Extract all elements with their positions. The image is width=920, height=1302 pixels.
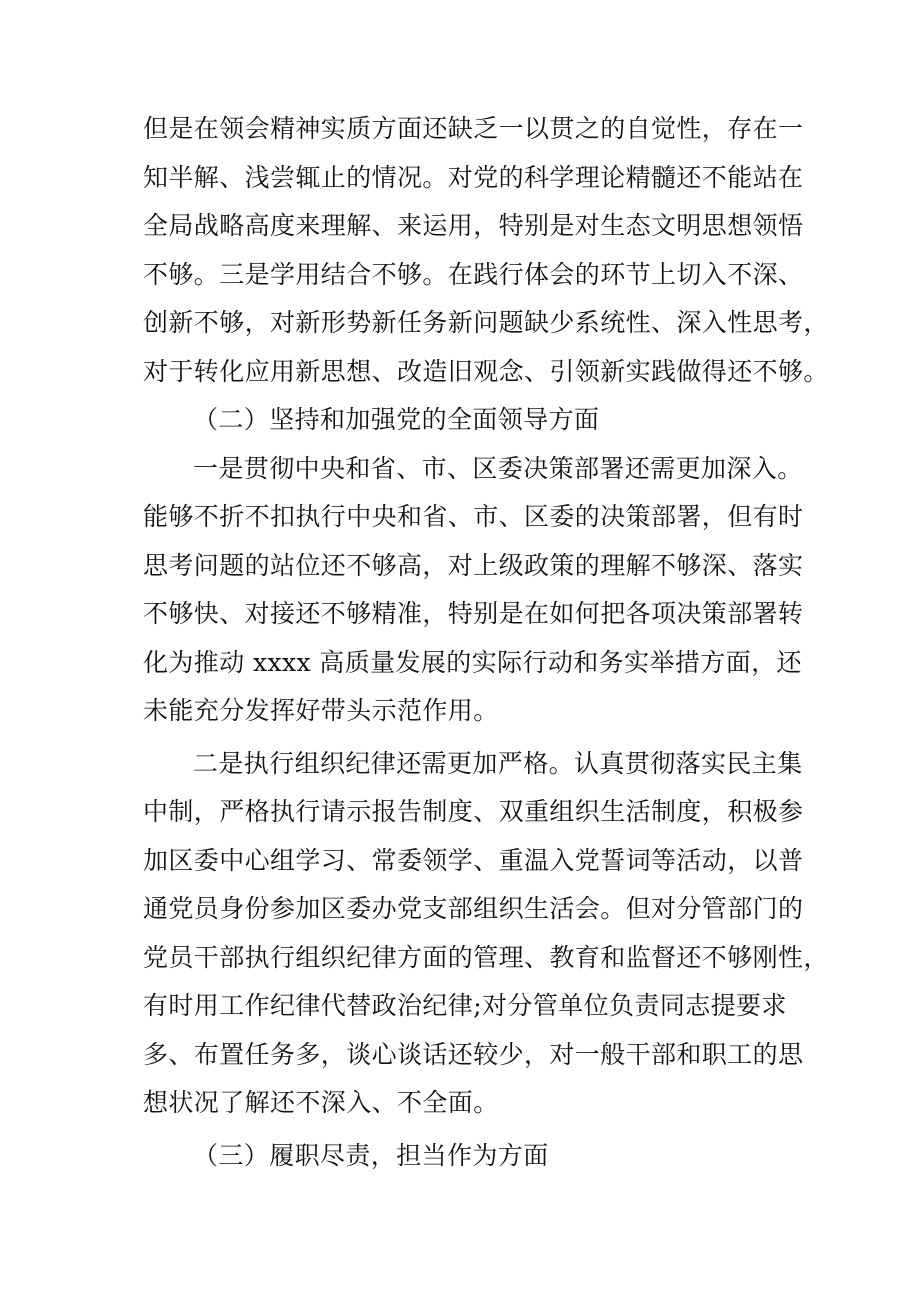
paragraph-line: 对于转化应用新思想、改造旧观念、引领新实践做得还不够。 <box>143 356 829 386</box>
paragraph-line: 创新不够，对新形势新任务新问题缺少系统性、深入性思考， <box>143 308 829 337</box>
paragraph-line: 加区委中心组学习、常委领学、重温入党誓词等活动，以普 <box>143 845 804 875</box>
paragraph-line: 全局战略高度来理解、来运用，特别是对生态文明思想领悟 <box>143 211 804 240</box>
paragraph-line: 不够快、对接还不够精准，特别是在如何把各项决策部署转 <box>143 599 804 628</box>
paragraph-implementation <box>143 445 804 736</box>
continued-paragraph <box>143 105 829 396</box>
paragraph-line: 但是在领会精神实质方面还缺乏一以贯之的自觉性，存在一 <box>143 114 804 143</box>
paragraph-line: 二是执行组织纪律还需更加严格。认真贯彻落实民主集 <box>193 748 803 778</box>
paragraph-line: 不够。三是学用结合不够。在践行体会的环节上切入不深、 <box>143 259 804 289</box>
paragraph-line: 有时用工作纪律代替政治纪律;对分管单位负责同志提要求 <box>143 991 787 1020</box>
section-heading-3: （三）履职尽责，担当作为方面 <box>193 1140 549 1170</box>
paragraph-line: 想状况了解还不深入、不全面。 <box>143 1088 499 1117</box>
paragraph-line: 化为推动 xxxx 高质量发展的实际行动和务实举措方面，还 <box>143 647 802 677</box>
paragraph-discipline <box>143 740 829 1128</box>
paragraph-line: 未能充分发挥好带头示范作用。 <box>143 696 499 725</box>
paragraph-line: 多、布置任务多，谈心谈话还较少，对一般干部和职工的思 <box>143 1039 804 1069</box>
paragraph-line: 思考问题的站位还不够高，对上级政策的理解不够深、落实 <box>143 550 804 580</box>
section-heading-2: （二）坚持和加强党的全面领导方面 <box>193 405 600 434</box>
paragraph-line: 能够不折不扣执行中央和省、市、区委的决策部署，但有时 <box>143 502 804 531</box>
paragraph-line: 一是贯彻中央和省、市、区委决策部署还需更加深入。 <box>193 453 803 483</box>
paragraph-line: 知半解、浅尝辄止的情况。对党的科学理论精髓还不能站在 <box>143 162 804 192</box>
paragraph-line: 通党员身份参加区委办党支部组织生活会。但对分管部门的 <box>143 894 804 923</box>
paragraph-line: 中制，严格执行请示报告制度、双重组织生活制度，积极参 <box>143 797 804 826</box>
paragraph-line: 党员干部执行组织纪律方面的管理、教育和监督还不够刚性， <box>143 942 829 972</box>
document-body <box>143 105 829 1180</box>
